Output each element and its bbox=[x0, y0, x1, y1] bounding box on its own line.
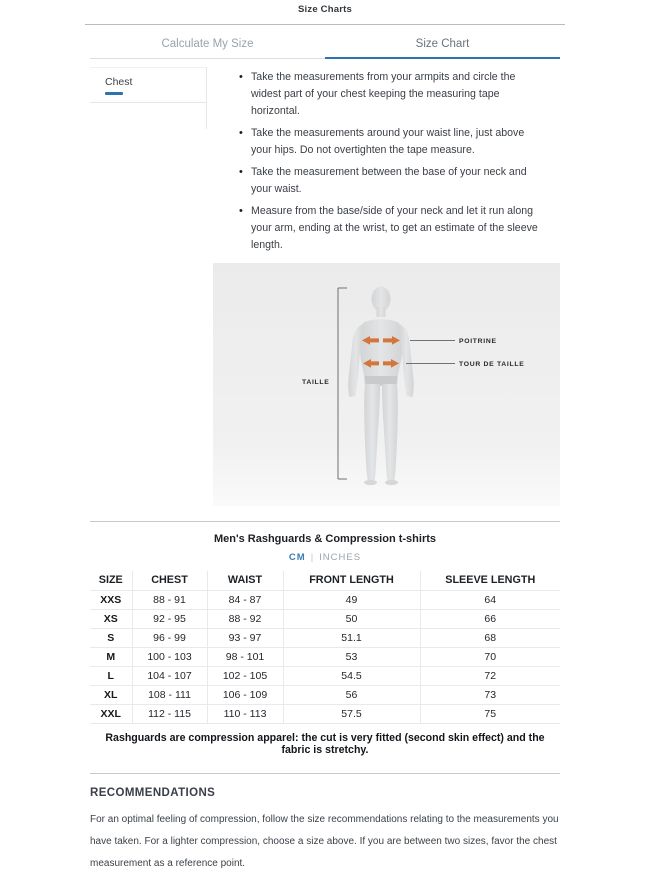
compression-note: Rashguards are compression apparel: the cut is very fitted (second skin effect) and the fabric is stretchy. bbox=[105, 731, 545, 756]
waist-value: 93 - 97 bbox=[207, 628, 283, 647]
size-value: XXS bbox=[90, 590, 132, 609]
measure-section bbox=[90, 67, 560, 259]
col-header-sleeve-length: SLEEVE LENGTH bbox=[420, 571, 560, 590]
size-value: XXL bbox=[90, 704, 132, 723]
instruction-list bbox=[207, 67, 560, 259]
unit-separator: | bbox=[310, 552, 315, 563]
front-length-value: 53 bbox=[283, 647, 420, 666]
mannequin-figure-image bbox=[213, 263, 560, 506]
sleeve-length-value: 64 bbox=[420, 590, 560, 609]
front-length-value: 54.5 bbox=[283, 666, 420, 685]
sleeve-length-value: 72 bbox=[420, 666, 560, 685]
unit-toggle bbox=[90, 552, 560, 563]
unit-cm-button[interactable]: CM bbox=[288, 552, 306, 563]
waist-value: 98 - 101 bbox=[207, 647, 283, 666]
chest-value: 100 - 103 bbox=[132, 647, 207, 666]
table-row bbox=[90, 647, 560, 666]
table-row bbox=[90, 704, 560, 723]
instruction-item: • Take the measurements from your armpits and circle the widest part of your chest keeping the measuring tape horizontal. bbox=[239, 69, 546, 120]
col-header-front-length: FRONT LENGTH bbox=[283, 571, 420, 590]
chest-value: 92 - 95 bbox=[132, 609, 207, 628]
sleeve-length-value: 66 bbox=[420, 609, 560, 628]
content-area bbox=[90, 32, 560, 875]
instruction-item: • Take the measurements around your waist line, just above your hips. Do not overtighten the tape measure. bbox=[239, 125, 546, 159]
sleeve-length-value: 70 bbox=[420, 647, 560, 666]
measurement-sidebar bbox=[90, 67, 207, 129]
waist-value: 88 - 92 bbox=[207, 609, 283, 628]
sleeve-length-value: 73 bbox=[420, 685, 560, 704]
modal-title: Size Charts bbox=[298, 4, 352, 15]
waist-value: 106 - 109 bbox=[207, 685, 283, 704]
chest-value: 88 - 91 bbox=[132, 590, 207, 609]
sleeve-length-value: 68 bbox=[420, 628, 560, 647]
col-header-chest: CHEST bbox=[132, 571, 207, 590]
tab-calculate-my-size[interactable]: Calculate My Size bbox=[90, 32, 325, 59]
poitrine-label: POITRINE bbox=[459, 338, 497, 345]
front-length-value: 57.5 bbox=[283, 704, 420, 723]
table-header-row bbox=[90, 571, 560, 590]
waist-value: 102 - 105 bbox=[207, 666, 283, 685]
waist-value: 110 - 113 bbox=[207, 704, 283, 723]
chest-value: 112 - 115 bbox=[132, 704, 207, 723]
front-length-value: 49 bbox=[283, 590, 420, 609]
front-length-value: 51.1 bbox=[283, 628, 420, 647]
body-measurement-diagram bbox=[213, 263, 560, 506]
col-header-size: SIZE bbox=[90, 571, 132, 590]
table-row bbox=[90, 609, 560, 628]
section-divider bbox=[90, 521, 560, 522]
col-header-waist: WAIST bbox=[207, 571, 283, 590]
instruction-item: • Take the measurement between the base of your neck and your waist. bbox=[239, 164, 546, 198]
taille-label: TAILLE bbox=[302, 379, 330, 386]
table-row bbox=[90, 628, 560, 647]
active-indicator-bar bbox=[105, 92, 123, 95]
table-row bbox=[90, 685, 560, 704]
size-value: L bbox=[90, 666, 132, 685]
front-length-value: 56 bbox=[283, 685, 420, 704]
chest-value: 104 - 107 bbox=[132, 666, 207, 685]
recommendations-heading: RECOMMENDATIONS bbox=[90, 786, 216, 799]
size-value: M bbox=[90, 647, 132, 666]
chest-value: 108 - 111 bbox=[132, 685, 207, 704]
size-value: S bbox=[90, 628, 132, 647]
waist-value: 84 - 87 bbox=[207, 590, 283, 609]
table-row bbox=[90, 590, 560, 609]
size-value: XS bbox=[90, 609, 132, 628]
sidebar-item-chest[interactable] bbox=[90, 67, 206, 103]
sidebar-item-label: Chest bbox=[105, 76, 133, 88]
unit-inches-button[interactable]: INCHES bbox=[319, 552, 362, 563]
top-divider bbox=[85, 24, 565, 25]
table-row bbox=[90, 666, 560, 685]
size-value: XL bbox=[90, 685, 132, 704]
tour-de-taille-label: TOUR DE TAILLE bbox=[459, 361, 525, 368]
front-length-value: 50 bbox=[283, 609, 420, 628]
recommendations-text: For an optimal feeling of compression, follow the size recommendations relating to the measurements you have taken. For a lighter compression, choose a size above. If you are between two sizes, favor the chest measurement as a reference point. bbox=[90, 813, 559, 869]
tab-size-chart[interactable]: Size Chart bbox=[325, 32, 560, 59]
tab-bar bbox=[90, 32, 560, 59]
size-chart-table bbox=[90, 571, 560, 724]
sleeve-length-value: 75 bbox=[420, 704, 560, 723]
recommendations-divider bbox=[90, 773, 560, 774]
instruction-item: • Measure from the base/side of your neck and let it run along your arm, ending at the wrist, to get an estimate of the sleeve length. bbox=[239, 203, 546, 254]
size-table-title: Men's Rashguards & Compression t-shirts bbox=[213, 533, 437, 545]
chest-value: 96 - 99 bbox=[132, 628, 207, 647]
